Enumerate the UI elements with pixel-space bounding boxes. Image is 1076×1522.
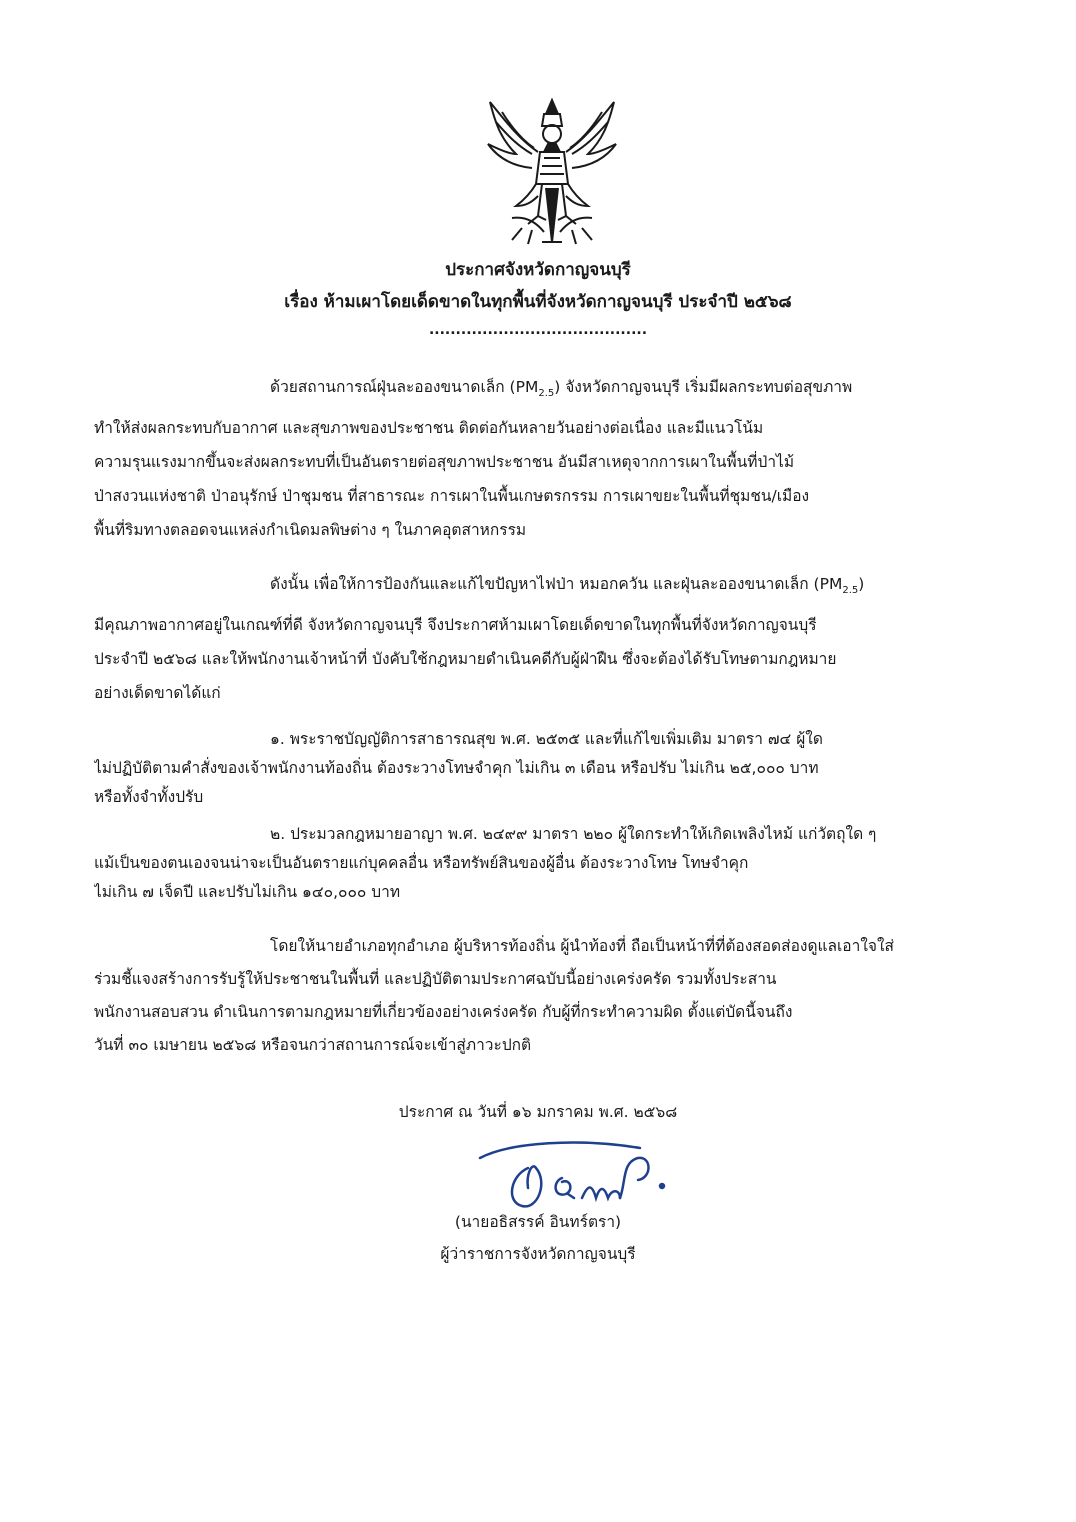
text-line: ทำให้ส่งผลกระทบกับอากาศ และสุขภาพของประชาชน ติดต่อกันหลายวันอย่างต่อเนื่อง และมีแนวโน้ม: [94, 419, 764, 438]
paragraph-situation: [94, 370, 974, 547]
text-line: ป่าสงวนแห่งชาติ ป่าอนุรักษ์ ป่าชุมชน ที่สาธารณะ การเผาในพื้นเกษตรกรรม การเผาขยะในพื้นที่ชุมชน/เมือง: [94, 487, 810, 506]
text-line: แม้เป็นของตนเองจนน่าจะเป็นอันตรายแก่บุคคลอื่น หรือทรัพย์สินของผู้อื่น ต้องระวางโทษ โทษจำคุก: [94, 854, 749, 872]
text-line: ร่วมชี้แจงสร้างการรับรู้ให้ประชาชนในพื้นที่ และปฏิบัติตามประกาศฉบับนี้อย่างเคร่งครัด รวมทั้งประสาน: [94, 970, 777, 988]
dotted-separator: .........................................: [428, 322, 648, 338]
text-line: อย่างเด็ดขาดได้แก่: [94, 684, 221, 703]
handwritten-signature: [470, 1128, 700, 1216]
text-line: มีคุณภาพอากาศอยู่ในเกณฑ์ที่ดี จังหวัดกาญจนบุรี จึงประกาศห้ามเผาโดยเด็ดขาดในทุกพื้นที่จังหวัดกาญจนบุรี: [94, 616, 817, 635]
paragraph-declaration: [94, 567, 974, 710]
text-line: ด้วยสถานการณ์ฝุ่นละอองขนาดเล็ก $(PM_{2.5})$ จังหวัดกาญจนบุรี เริ่มมีผลกระทบต่อสุขภาพ: [270, 378, 853, 400]
text-line: ไม่เกิน ๗ เจ็ดปี และปรับไม่เกิน ๑๔๐,๐๐๐ บาท: [94, 883, 401, 901]
garuda-emblem: [472, 92, 632, 252]
text-line: ประจำปี ๒๕๖๘ และให้พนักงานเจ้าหน้าที่ บังคับใช้กฎหมายดำเนินคดีกับผู้ฝ่าฝืน ซึ่งจะต้องได้รับโทษตามกฎหมาย: [94, 650, 837, 669]
announcement-title: ประกาศจังหวัดกาญจนบุรี: [445, 260, 631, 280]
text-line: ไม่ปฏิบัติตามคำสั่งของเจ้าพนักงานท้องถิ่น ต้องระวางโทษจำคุก ไม่เกิน ๓ เดือน หรือปรับ ไม่เกิน ๒๕,๐๐๐ บาท: [94, 759, 819, 777]
announcement-date: ประกาศ ณ วันที่ ๑๖ มกราคม พ.ศ. ๒๕๖๘: [398, 1103, 678, 1121]
text-line: ความรุนแรงมากขึ้นจะส่งผลกระทบที่เป็นอันตรายต่อสุขภาพประชาชน อันมีสาเหตุจากการเผาในพื้นที่ป่าไม้: [94, 453, 795, 472]
text-line: ๒. ประมวลกฎหมายอาญา พ.ศ. ๒๔๙๙ มาตรา ๒๒๐ ผู้ใดกระทำให้เกิดเพลิงไหม้ แก่วัตถุใด ๆ: [270, 825, 877, 843]
text-line: ๑. พระราชบัญญัติการสาธารณสุข พ.ศ. ๒๕๓๕ และที่แก้ไขเพิ่มเติม มาตรา ๗๔ ผู้ใด: [270, 730, 823, 748]
text-line: โดยให้นายอำเภอทุกอำเภอ ผู้บริหารท้องถิ่น ผู้นำท้องที่ ถือเป็นหน้าที่ที่ต้องสอดส่องดูแลเอาใจใส่: [270, 937, 894, 955]
paragraph-instruction: [94, 930, 974, 1062]
announcement-subject: เรื่อง ห้ามเผาโดยเด็ดขาดในทุกพื้นที่จังหวัดกาญจนบุรี ประจำปี ๒๕๖๘: [284, 292, 792, 312]
text-line: หรือทั้งจำทั้งปรับ: [94, 788, 204, 806]
signer-title: ผู้ว่าราชการจังหวัดกาญจนบุรี: [440, 1245, 636, 1263]
law-item-2: [94, 820, 974, 907]
text-line: พนักงานสอบสวน ดำเนินการตามกฎหมายที่เกี่ยวข้องอย่างเคร่งครัด กับผู้ที่กระทำความผิด ตั้งแต่บัดนี้จนถึง: [94, 1003, 793, 1021]
text-line: วันที่ ๓๐ เมษายน ๒๕๖๘ หรือจนกว่าสถานการณ์จะเข้าสู่ภาวะปกติ: [94, 1036, 532, 1054]
law-item-1: [94, 725, 974, 812]
text-line: ดังนั้น เพื่อให้การป้องกันและแก้ไขปัญหาไฟป่า หมอกควัน และฝุ่นละอองขนาดเล็ก $(PM_{2.5})$: [270, 575, 865, 597]
text-line: พื้นที่ริมทางตลอดจนแหล่งกำเนิดมลพิษต่าง ๆ ในภาคอุตสาหกรรม: [94, 521, 527, 540]
signer-name: (นายอธิสรรค์ อินทร์ตรา): [454, 1213, 622, 1231]
